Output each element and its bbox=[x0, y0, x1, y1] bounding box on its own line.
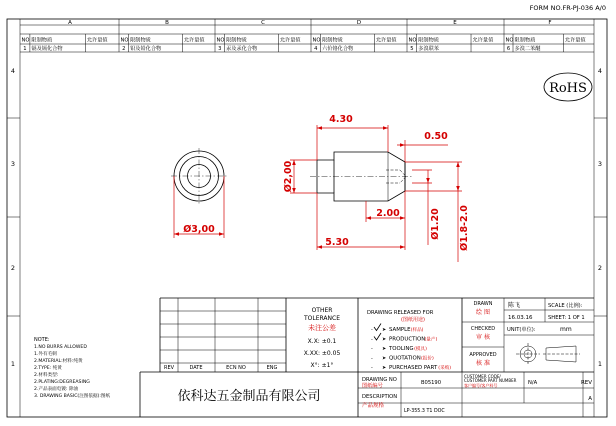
release-bullet: - bbox=[371, 365, 373, 371]
eng-header: ENG bbox=[266, 365, 278, 371]
hazard-item-name: 多溴二苯醚 bbox=[514, 46, 541, 52]
hazard-header-limit: 允许量值 bbox=[472, 37, 494, 44]
tolerance-title-cn: 未注公差 bbox=[308, 324, 336, 332]
hazard-header-no: NO bbox=[120, 37, 129, 44]
hazard-header-limit: 允许量值 bbox=[279, 37, 301, 44]
hazard-item-name: 多溴联苯 bbox=[418, 46, 439, 52]
release-arrow-icon: ➤ bbox=[382, 336, 387, 343]
tolerance-title-1: OTHER bbox=[311, 307, 333, 314]
row-label-3-right: 3 bbox=[597, 160, 603, 168]
description-label-cn: 产品规格 bbox=[362, 403, 385, 409]
row-label-1: 1 bbox=[10, 360, 16, 368]
row-label-2-right: 2 bbox=[597, 264, 603, 272]
release-arrow-icon: ➤ bbox=[382, 327, 387, 333]
release-title-cn: (图纸用途) bbox=[401, 317, 425, 323]
release-bullet: - bbox=[371, 355, 373, 362]
notes-block bbox=[34, 337, 111, 399]
rev-header: REV bbox=[163, 365, 175, 371]
note-line-7: 2.产品表面电镀: 除油 bbox=[34, 387, 79, 392]
hazard-header-substance: 限制物质 bbox=[514, 37, 536, 44]
company-name: 依科达五金制品有限公司 bbox=[177, 389, 321, 404]
release-option-label: SAMPLE bbox=[389, 327, 411, 333]
customer-label: CUSTOMER CODE/ bbox=[464, 374, 501, 379]
release-check-icon bbox=[374, 333, 381, 340]
side-view bbox=[310, 152, 412, 201]
hazard-header-no: NO bbox=[21, 37, 30, 44]
hazard-header-no: NO bbox=[216, 37, 225, 44]
note-line-1: 1.NO BURRS ALLOWED bbox=[34, 345, 87, 350]
note-line-8: 3. DRAWING BASIC(注图依据):图纸 bbox=[34, 394, 111, 399]
tolerance-line-3: X°: ±1° bbox=[310, 362, 334, 369]
unit-value: mm bbox=[560, 326, 572, 333]
drawing-no-label-cn: 图纸编号 bbox=[362, 383, 383, 389]
scale-label: SCALE (比例): bbox=[548, 303, 583, 309]
release-bullet: - bbox=[371, 346, 373, 352]
drawing-no-value: B05190 bbox=[420, 380, 442, 386]
column-label-c: C bbox=[261, 20, 265, 26]
dim-front-diameter: Ø3,00 bbox=[183, 224, 215, 235]
customer-label-2: CUSTOMER PART NUMBER bbox=[464, 378, 517, 383]
note-line-6: 2.PLATING:DEGREASING bbox=[34, 380, 90, 385]
dim-tip-length: 0.50 bbox=[424, 131, 448, 142]
hazard-header-substance: 限制物质 bbox=[31, 37, 53, 44]
hazard-item-no: 1 bbox=[23, 46, 27, 52]
dimension-hole-diameter bbox=[412, 170, 432, 245]
hazard-header-no: NO bbox=[505, 37, 514, 44]
drawing-no-label: DRAWING NO bbox=[362, 377, 397, 383]
hazard-header-substance: 限制物质 bbox=[226, 37, 247, 44]
note-line-3: 2.MATERIAL:材料:纯黄 bbox=[34, 359, 83, 364]
dim-total-length: 5.30 bbox=[325, 237, 349, 248]
hazard-item-name: 六价铬化合物 bbox=[322, 46, 354, 52]
release-option-label-cn: (模具) bbox=[414, 347, 427, 352]
projection-symbol bbox=[516, 343, 580, 365]
drawn-label: DRAWN bbox=[473, 301, 493, 307]
column-label-b: B bbox=[165, 20, 169, 26]
release-option-label-cn: (量产) bbox=[424, 337, 438, 343]
tolerance-line-2: X.XX: ±0.05 bbox=[303, 350, 341, 357]
outer-frame bbox=[7, 19, 607, 417]
form-number: FORM NO.FR-PJ-036 A/0 bbox=[529, 4, 606, 12]
row-label-4-right: 4 bbox=[597, 67, 603, 75]
note-line-4: 2.TYPE: 纯黄 bbox=[34, 366, 62, 371]
description-value: LP-355.3 T1 DOC bbox=[404, 409, 445, 414]
row-label-2: 2 bbox=[10, 264, 16, 272]
hazard-item-name: 镉及镉化合物 bbox=[31, 46, 63, 52]
column-label-a: A bbox=[68, 20, 72, 26]
row-label-4: 4 bbox=[10, 67, 16, 75]
hazard-item-no: 4 bbox=[314, 46, 318, 52]
notes-title: NOTE: bbox=[34, 337, 50, 343]
column-zone-dividers bbox=[119, 19, 504, 25]
release-bullet: - bbox=[371, 336, 373, 343]
rev-label: REV bbox=[580, 380, 592, 386]
hazard-item-name: 铅及铅化合物 bbox=[130, 46, 162, 52]
hazard-item-no: 5 bbox=[410, 46, 414, 52]
release-arrow-icon: ➤ bbox=[382, 365, 387, 371]
hazard-header-limit: 允许量值 bbox=[375, 37, 397, 44]
hazard-header-substance: 限制物质 bbox=[418, 37, 439, 44]
row-label-1-right: 1 bbox=[597, 360, 603, 368]
hazard-item-no: 3 bbox=[218, 46, 222, 52]
hazard-header-substance: 限制物质 bbox=[322, 37, 343, 44]
description-label: DESCRIPTION bbox=[362, 394, 398, 400]
release-option-label-cn: (报价) bbox=[421, 356, 434, 362]
hazard-item-name: 汞及汞化合物 bbox=[226, 46, 258, 52]
release-option-label: PRODUCTION bbox=[389, 336, 426, 343]
note-line-5: 2.材料类型: bbox=[34, 373, 59, 378]
hazard-header-no: NO bbox=[408, 37, 417, 44]
release-bullet: - bbox=[371, 327, 373, 333]
release-title: DRAWING RELEASED FOR bbox=[367, 310, 434, 316]
tolerance-line-1: X.X: ±0.1 bbox=[307, 338, 337, 345]
dim-tip-diameter: Ø1.8-2.0 bbox=[459, 205, 470, 251]
approved-label-cn: 核 准 bbox=[476, 360, 490, 367]
release-arrow-icon: ➤ bbox=[382, 346, 387, 352]
row-zone-dividers bbox=[7, 118, 607, 316]
rev-value: A bbox=[588, 396, 592, 402]
dimension-top-length bbox=[317, 125, 388, 160]
column-label-e: E bbox=[453, 20, 457, 26]
rohs-label: RoHS bbox=[549, 81, 587, 96]
note-line-2: 1.外有毛刺 bbox=[34, 352, 57, 357]
dimension-tip-length bbox=[397, 140, 448, 162]
hazard-item-no: 2 bbox=[122, 46, 126, 52]
row-label-3: 3 bbox=[10, 160, 16, 168]
hazard-header-limit: 允许量值 bbox=[86, 37, 108, 44]
dim-hole-diameter: Ø1.20 bbox=[430, 208, 441, 240]
customer-value: N/A bbox=[528, 380, 538, 386]
dim-step-diameter: Ø2,00 bbox=[283, 160, 294, 193]
hazard-header-limit: 允许量值 bbox=[564, 37, 586, 44]
release-option-label-cn: (采购) bbox=[438, 366, 452, 371]
release-options bbox=[371, 324, 451, 372]
release-option-label: QUOTATION bbox=[389, 355, 421, 362]
release-arrow-icon: ➤ bbox=[382, 355, 387, 362]
hazard-header-substance: 限制物质 bbox=[130, 37, 151, 44]
hazard-header-limit: 允许量值 bbox=[183, 37, 205, 44]
drawn-name: 陈飞 bbox=[508, 302, 521, 309]
column-label-f: F bbox=[548, 20, 552, 26]
unit-label: UNIT(单位): bbox=[507, 327, 536, 333]
column-label-d: D bbox=[356, 20, 362, 26]
release-option-label-cn: (样品) bbox=[410, 328, 424, 333]
dim-top-length: 4.30 bbox=[329, 114, 353, 125]
hazard-item-no: 6 bbox=[506, 46, 511, 52]
hazard-header-no: NO bbox=[312, 37, 321, 44]
drawn-label-cn: 绘 图 bbox=[476, 309, 490, 316]
customer-label-cn: 客户编号/客户料号 bbox=[464, 383, 498, 388]
release-option-label: PURCHASED PART bbox=[389, 365, 438, 371]
dim-step-length: 2.00 bbox=[376, 208, 400, 219]
date-header: DATE bbox=[189, 365, 203, 371]
approved-label: APPROVED bbox=[469, 352, 497, 358]
release-option-label: TOOLING bbox=[389, 346, 414, 352]
front-view bbox=[171, 148, 227, 204]
drawn-date: 16.03.16 bbox=[508, 315, 533, 321]
release-check-icon bbox=[374, 324, 381, 331]
checked-label: CHECKED bbox=[470, 326, 496, 332]
hazard-table-cells bbox=[22, 34, 587, 52]
checked-label-cn: 审 核 bbox=[476, 334, 490, 341]
ecn-header: ECN NO bbox=[226, 365, 246, 371]
tolerance-title-2: TOLERANCE bbox=[303, 315, 341, 322]
sheet-label: SHEET: 1 OF 1 bbox=[548, 315, 585, 321]
